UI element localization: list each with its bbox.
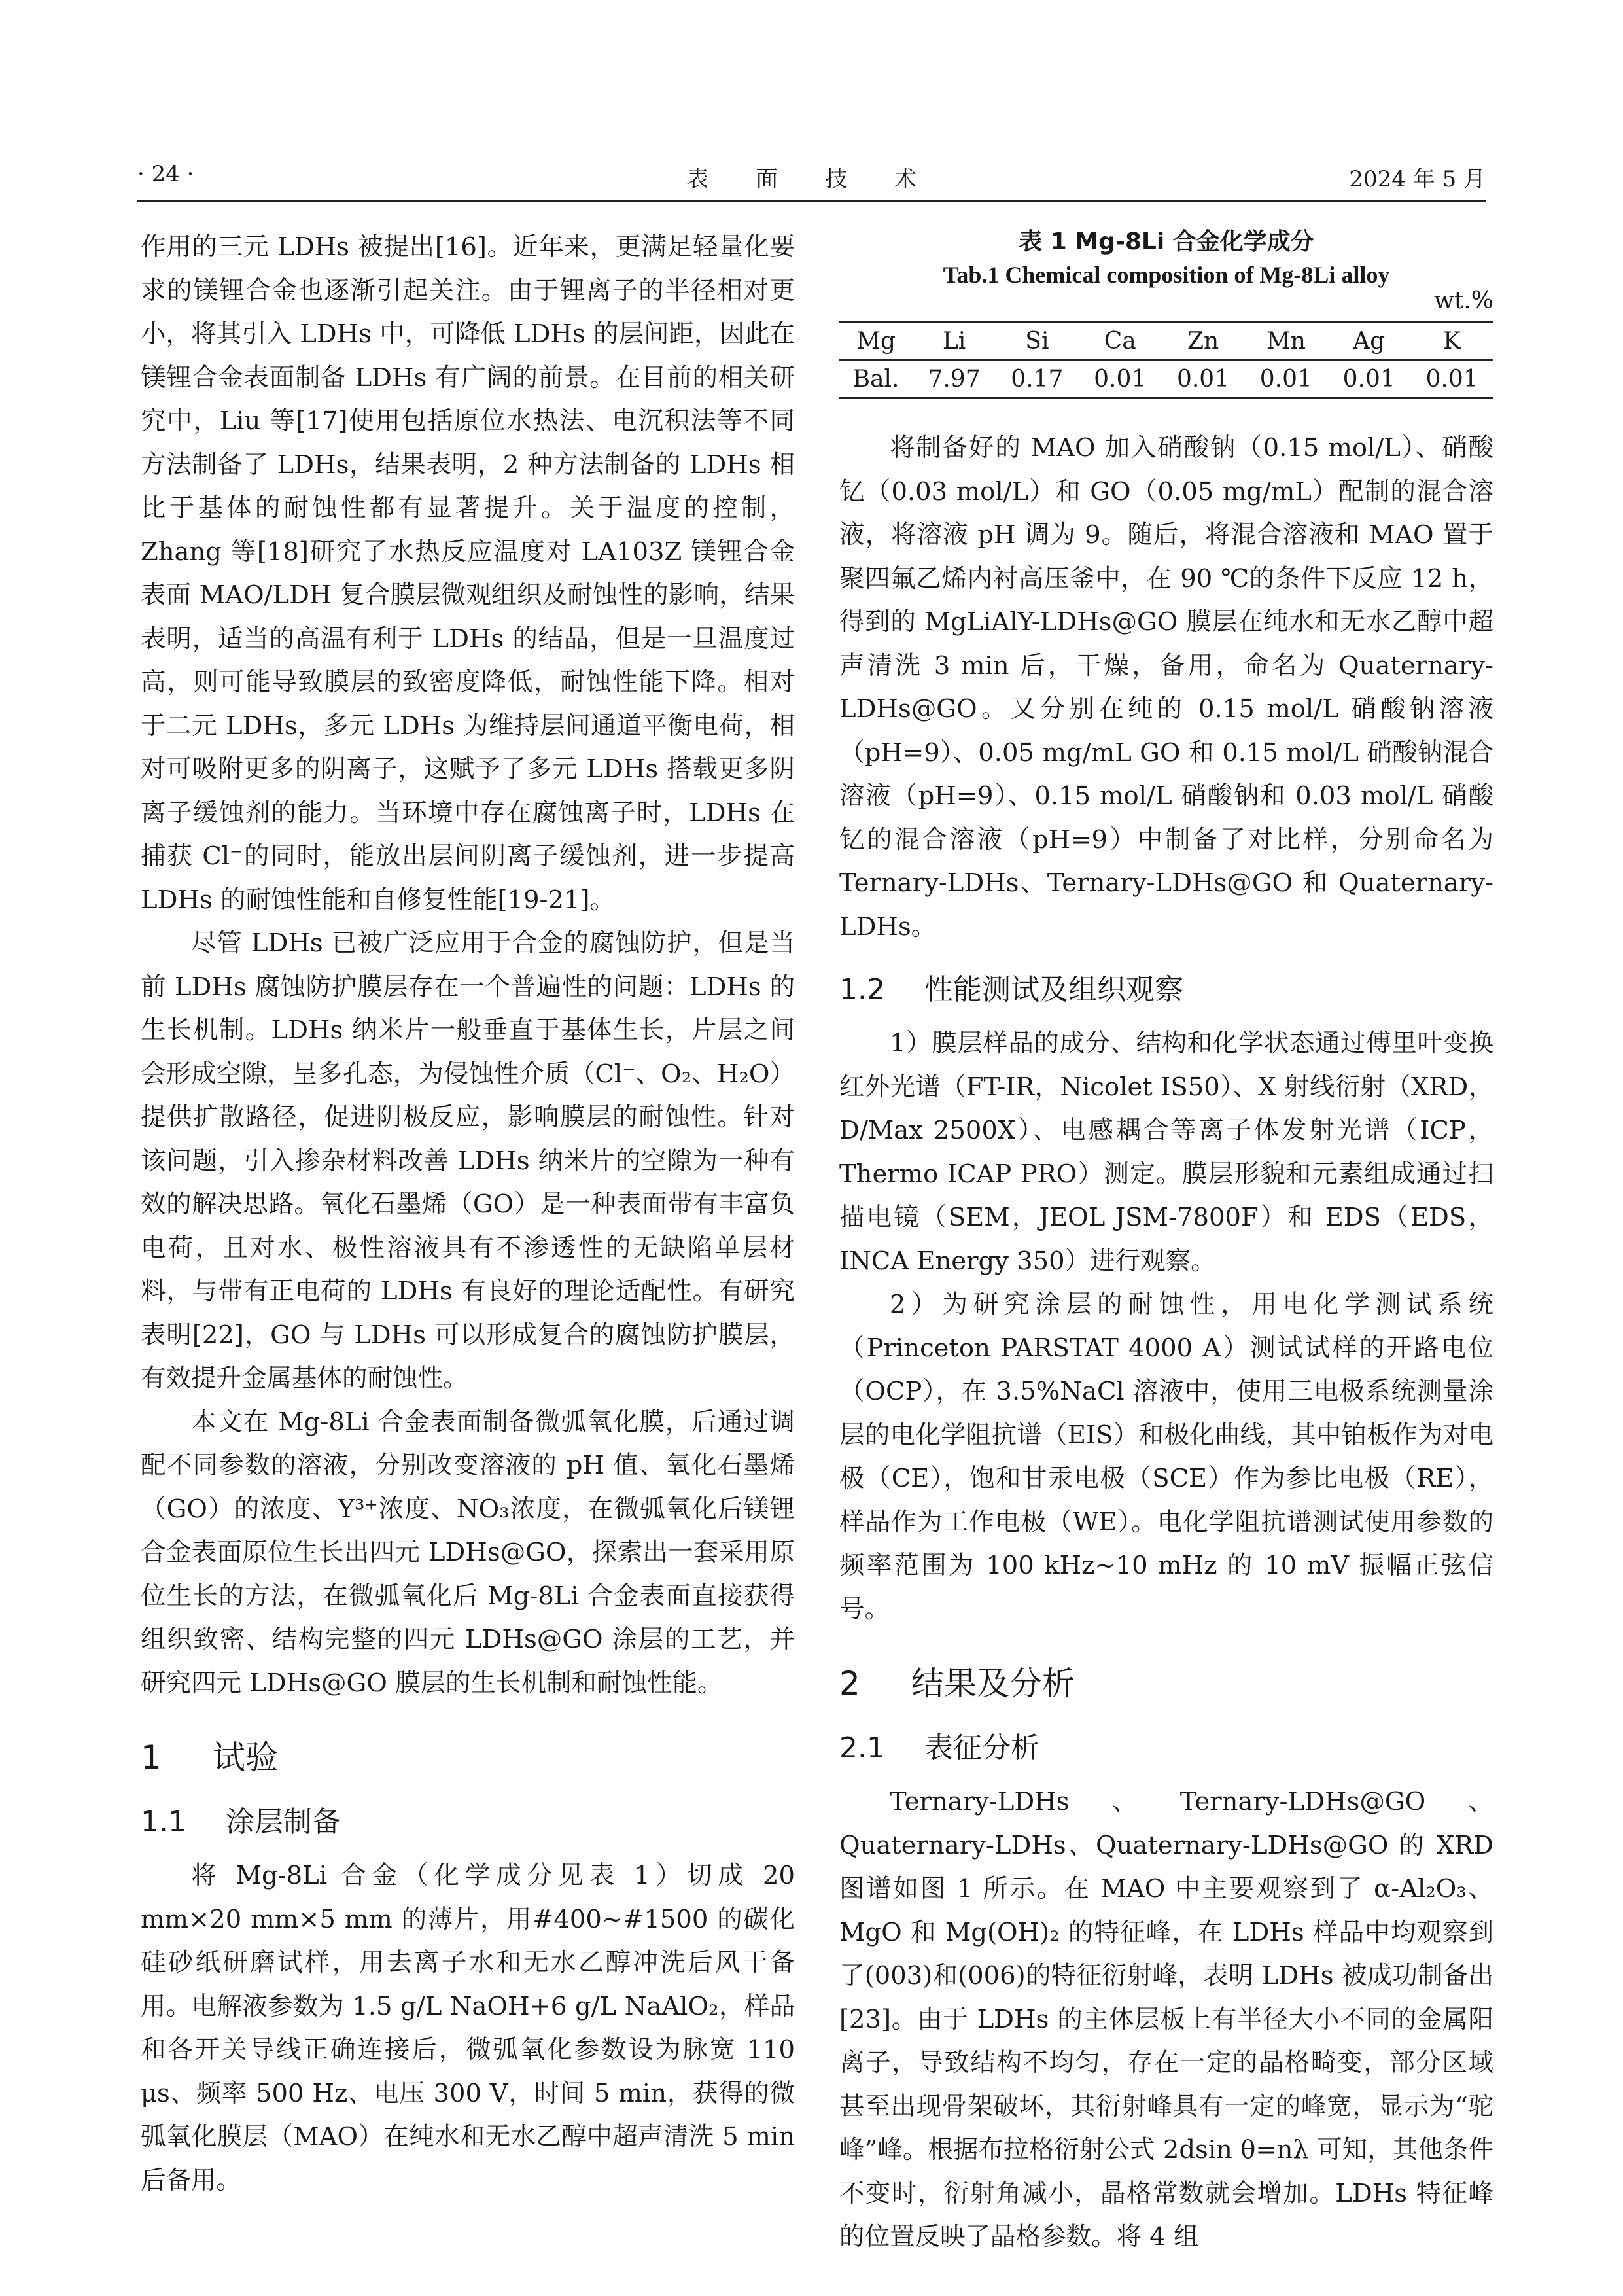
table-header-cell: Ag: [1327, 322, 1410, 361]
page-number: · 24 ·: [137, 161, 194, 187]
issue-date: 2024 年 5 月: [1349, 166, 1486, 192]
section-title: 试验: [213, 1739, 278, 1776]
subsection-heading: [839, 1724, 1493, 1766]
paragraph: 1）膜层样品的成分、结构和化学状态通过傅里叶变换红外光谱（FT-IR，Nicolet IS50）、X 射线衍射（XRD，D/Max 2500X）、电感耦合等离子体发射光谱（ICP，Thermo ICAP PRO）测定。膜层形貌和元素组成通过扫描电镜（SEM，JEOL JSM-7800F）和 EDS（EDS，INCA Energy 350）进行观察。: [839, 1029, 1493, 1276]
subsection-title: 涂层制备: [226, 1805, 341, 1839]
table-header-cell: Li: [913, 322, 996, 361]
table-row: [839, 360, 1493, 398]
table-cell: 7.97: [928, 365, 981, 393]
table-header-cell: Zn: [1162, 322, 1245, 361]
paragraph: 本文在 Mg-8Li 合金表面制备微弧氧化膜，后通过调配不同参数的溶液，分别改变溶液的 pH 值、氧化石墨烯（GO）的浓度、Y³⁺浓度、NO₃浓度，在微弧氧化后镁锂合金表面原位生长出四元 LDHs@GO，探索出一套采用原位生长的方法，在微弧氧化后 Mg-8Li 合金表面直接获得组织致密、结构完整的四元 LDHs@GO 涂层的工艺，并研究四元 LDHs@GO 膜层的生长机制和耐蚀性能。: [141, 1407, 795, 1698]
journal-title: 表 面 技 术: [686, 166, 937, 192]
table-cell: Bal.: [852, 365, 899, 393]
table-cell: 0.01: [1259, 365, 1312, 393]
table-cell: 0.01: [1176, 365, 1230, 393]
subsection-heading: [839, 966, 1493, 1008]
subsection-heading: [141, 1798, 795, 1840]
paragraph: 作用的三元 LDHs 被提出[16]。近年来，更满足轻量化要求的镁锂合金也逐渐引起关注。由于锂离子的半径相对更小，将其引入 LDHs 中，可降低 LDHs 的层间距，因此在镁锂合金表面制备 LDHs 有广阔的前景。在目前的相关研究中，Liu 等[17]使用包括原位水热法、电沉积法等不同方法制备了 LDHs，结果表明，2 种方法制备的 LDHs 相比于基体的耐蚀性都有显著提升。关于温度的控制，Zhang 等[18]研究了水热反应温度对 LA103Z 镁锂合金表面 MAO/LDH 复合膜层微观组织及耐蚀性的影响，结果表明，适当的高温有利于 LDHs 的结晶，但是一旦温度过高，则可能导致膜层的致密度降低，耐蚀性能下降。相对于二元 LDHs，多元 LDHs 为维持层间通道平衡电荷，相对可吸附更多的阴离子，这赋予了多元 LDHs 搭载更多阴离子缓蚀剂的能力。当环境中存在腐蚀离子时，LDHs 在捕获 Cl⁻的同时，能放出层间阴离子缓蚀剂，进一步提高 LDHs 的耐蚀性能和自修复性能[19-21]。: [141, 232, 795, 915]
paragraph: 将 Mg-8Li 合金（化学成分见表 1）切成 20 mm×20 mm×5 mm 的薄片，用#400~#1500 的碳化硅砂纸研磨试样，用去离子水和无水乙醇冲洗后风干备用。电解液参数为 1.5 g/L NaOH+6 g/L NaAlO₂，样品和各开关导线正确连接后，微弧氧化参数设为脉宽 110 μs、频率 500 Hz、电压 300 V，时间 5 min，获得的微弧氧化膜层（MAO）在纯水和无水乙醇中超声清洗 5 min 后备用。: [141, 1861, 795, 2195]
left-column: [141, 226, 795, 2202]
table-header-cell: Ca: [1079, 322, 1162, 361]
table-cell: 0.01: [1094, 365, 1147, 393]
table-caption-zh: 表 1 Mg-8Li 合金化学成分: [1019, 228, 1314, 255]
running-header: [137, 156, 1486, 195]
table-header-cell: K: [1410, 322, 1493, 361]
subsection-title: 表征分析: [924, 1731, 1039, 1765]
table-header-cell: Mn: [1244, 322, 1327, 361]
section-heading: [839, 1657, 1493, 1704]
paragraph: 尽管 LDHs 已被广泛应用于合金的腐蚀防护，但是当前 LDHs 腐蚀防护膜层存在一个普遍性的问题：LDHs 的生长机制。LDHs 纳米片一般垂直于基体生长，片层之间会形成空隙，呈多孔态，为侵蚀性介质（Cl⁻、O₂、H₂O）提供扩散路径，促进阴极反应，影响膜层的耐蚀性。针对该问题，引入掺杂材料改善 LDHs 纳米片的空隙为一种有效的解决思路。氧化石墨烯（GO）是一种表面带有丰富负电荷，且对水、极性溶液具有不渗透性的无缺陷单层材料，与带有正电荷的 LDHs 有良好的理论适配性。有研究表明[22]，GO 与 LDHs 可以形成复合的腐蚀防护膜层，有效提升金属基体的耐蚀性。: [141, 928, 795, 1393]
paragraph: 2）为研究涂层的耐蚀性，用电化学测试系统（Princeton PARSTAT 4000 A）测试试样的开路电位（OCP），在 3.5%NaCl 溶液中，使用三电极系统测量涂层的电化学阻抗谱（EIS）和极化曲线，其中铂板作为对电极（CE），饱和甘汞电极（SCE）作为参比电极（RE），样品作为工作电极（WE）。电化学阻抗谱测试使用参数的频率范围为 100 kHz~10 mHz 的 10 mV 振幅正弦信号。: [839, 1290, 1493, 1624]
paragraph: 将制备好的 MAO 加入硝酸钠（0.15 mol/L）、硝酸钇（0.03 mol/L）和 GO（0.05 mg/mL）配制的混合溶液，将溶液 pH 调为 9。随后，将混合溶液和 MAO 置于聚四氟乙烯内衬高压釜中，在 90 ℃的条件下反应 12 h，得到的 MgLiAlY-LDHs@GO 膜层在纯水和无水乙醇中超声清洗 3 min 后，干燥，备用，命名为 Quaternary-LDHs@GO。又分别在纯的 0.15 mol/L 硝酸钠溶液（pH=9）、0.05 mg/mL GO 和 0.15 mol/L 硝酸钠混合溶液（pH=9）、0.15 mol/L 硝酸钠和 0.03 mol/L 硝酸钇的混合溶液（pH=9）中制备了对比样，分别命名为 Ternary-LDHs、Ternary-LDHs@GO 和 Quaternary-LDHs。: [839, 433, 1493, 942]
subsection-number: 1.1: [141, 1805, 186, 1839]
header-rule: [137, 200, 1486, 202]
table-unit: wt.%: [1434, 287, 1493, 314]
table-header-cell: Si: [996, 322, 1079, 361]
section-title: 结果及分析: [911, 1665, 1075, 1703]
section-heading: [141, 1731, 795, 1778]
table-cell: 0.17: [1011, 365, 1064, 393]
subsection-title: 性能测试及组织观察: [924, 973, 1183, 1006]
section-number: 1: [141, 1739, 162, 1776]
section-number: 2: [839, 1665, 860, 1703]
subsection-number: 1.2: [839, 973, 885, 1006]
right-column: [839, 226, 1493, 2259]
table-header-cell: Mg: [839, 322, 913, 361]
table-cell: 0.01: [1342, 365, 1395, 393]
table-cell: 0.01: [1425, 365, 1478, 393]
paragraph: Ternary-LDHs、Ternary-LDHs@GO、Quaternary-LDHs、Quaternary-LDHs@GO 的 XRD 图谱如图 1 所示。在 MAO 中主要观察到了 α-Al₂O₃、MgO 和 Mg(OH)₂ 的特征峰，在 LDHs 样品中均观察到了(003)和(006)的特征衍射峰，表明 LDHs 被成功制备出[23]。由于 LDHs 的主体层板上有半径大小不同的金属阳离子，导致结构不均匀，存在一定的晶格畸变，部分区域甚至出现骨架破坏，其衍射峰具有一定的峰宽，显示为“驼峰”峰。根据布拉格衍射公式 2dsin θ=nλ 可知，其他条件不变时，衍射角减小，晶格常数就会增加。LDHs 特征峰的位置反映了晶格参数。将 4 组: [839, 1787, 1493, 2252]
composition-table: [839, 321, 1493, 399]
subsection-number: 2.1: [839, 1731, 885, 1765]
table-caption-en: Tab.1 Chemical composition of Mg-8Li alloy: [943, 262, 1390, 288]
table-header-row: [839, 322, 1493, 361]
